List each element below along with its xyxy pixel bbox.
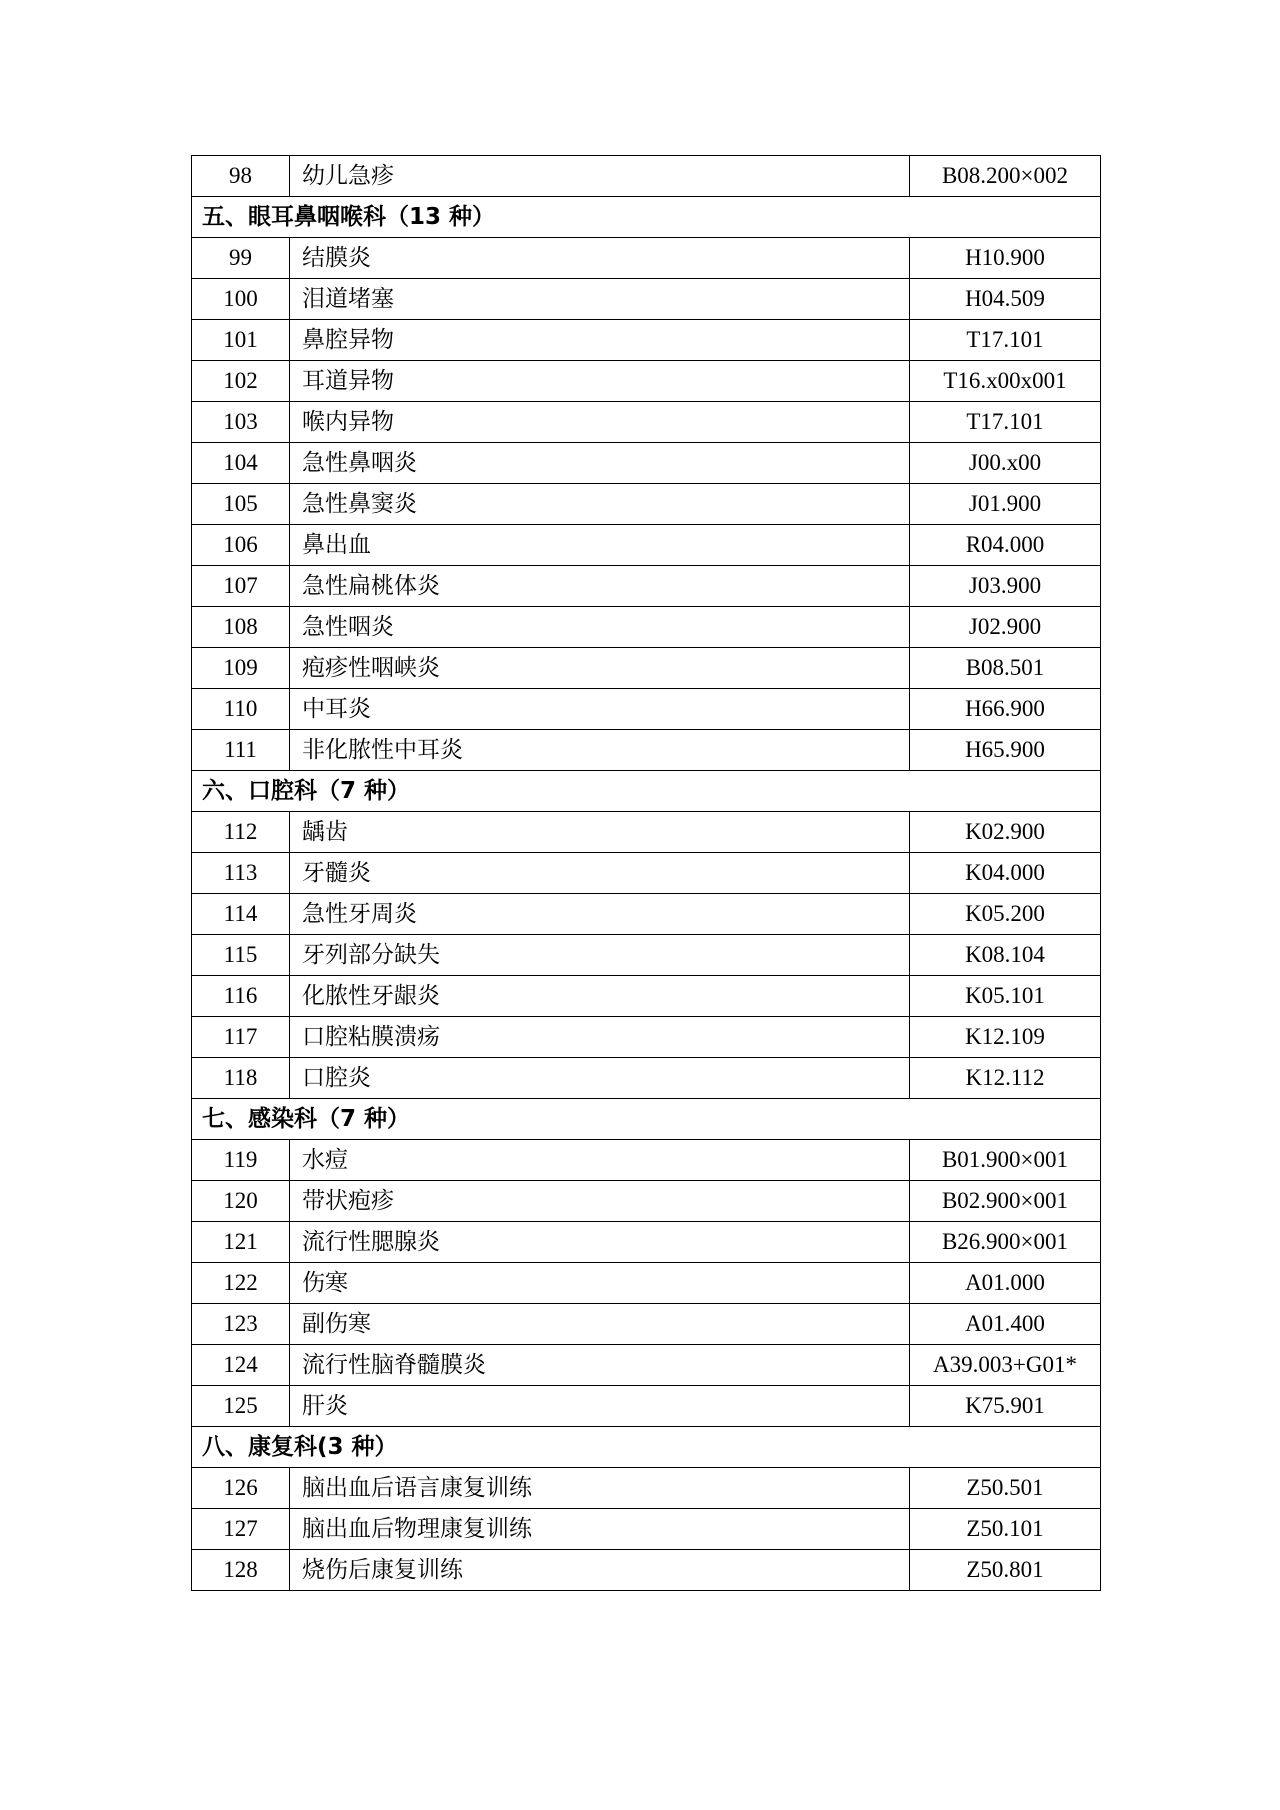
table-row — [192, 566, 1101, 607]
table-row — [192, 156, 1101, 197]
table-row — [192, 1263, 1101, 1304]
table-row — [192, 853, 1101, 894]
row-number: 123 — [192, 1304, 290, 1345]
row-number: 101 — [192, 320, 290, 361]
table-row — [192, 607, 1101, 648]
disease-name: 牙列部分缺失 — [290, 935, 910, 976]
row-number: 104 — [192, 443, 290, 484]
row-number: 116 — [192, 976, 290, 1017]
disease-code: Z50.501 — [910, 1468, 1101, 1509]
disease-name: 幼儿急疹 — [290, 156, 910, 197]
disease-name: 疱疹性咽峡炎 — [290, 648, 910, 689]
disease-name: 肝炎 — [290, 1386, 910, 1427]
row-number: 98 — [192, 156, 290, 197]
disease-name: 鼻腔异物 — [290, 320, 910, 361]
table-row — [192, 1058, 1101, 1099]
disease-code: B02.900×001 — [910, 1181, 1101, 1222]
section-title: 五、眼耳鼻咽喉科（13 种） — [192, 197, 1101, 238]
disease-name: 化脓性牙龈炎 — [290, 976, 910, 1017]
table-row — [192, 648, 1101, 689]
table-row — [192, 976, 1101, 1017]
row-number: 99 — [192, 238, 290, 279]
disease-name: 喉内异物 — [290, 402, 910, 443]
disease-code: B26.900×001 — [910, 1222, 1101, 1263]
row-number: 112 — [192, 812, 290, 853]
disease-name: 急性鼻咽炎 — [290, 443, 910, 484]
disease-code: H04.509 — [910, 279, 1101, 320]
disease-code: K08.104 — [910, 935, 1101, 976]
disease-code: K75.901 — [910, 1386, 1101, 1427]
disease-code: B08.501 — [910, 648, 1101, 689]
table-row — [192, 1304, 1101, 1345]
disease-code: Z50.101 — [910, 1509, 1101, 1550]
disease-code: A01.400 — [910, 1304, 1101, 1345]
table-row — [192, 1181, 1101, 1222]
disease-name: 脑出血后物理康复训练 — [290, 1509, 910, 1550]
row-number: 111 — [192, 730, 290, 771]
disease-code: H66.900 — [910, 689, 1101, 730]
section-header-row — [192, 1427, 1101, 1468]
table-row — [192, 361, 1101, 402]
table-row — [192, 1468, 1101, 1509]
table-row — [192, 1017, 1101, 1058]
section-header-row — [192, 771, 1101, 812]
disease-code: B08.200×002 — [910, 156, 1101, 197]
disease-code: K12.112 — [910, 1058, 1101, 1099]
row-number: 122 — [192, 1263, 290, 1304]
disease-name: 口腔粘膜溃疡 — [290, 1017, 910, 1058]
row-number: 126 — [192, 1468, 290, 1509]
row-number: 106 — [192, 525, 290, 566]
row-number: 108 — [192, 607, 290, 648]
table-row — [192, 730, 1101, 771]
disease-name: 急性牙周炎 — [290, 894, 910, 935]
disease-name: 急性鼻窦炎 — [290, 484, 910, 525]
disease-code: J03.900 — [910, 566, 1101, 607]
row-number: 107 — [192, 566, 290, 607]
disease-code: J01.900 — [910, 484, 1101, 525]
table-row — [192, 525, 1101, 566]
disease-name: 急性扁桃体炎 — [290, 566, 910, 607]
table-body — [192, 156, 1101, 1591]
table-row — [192, 320, 1101, 361]
disease-name: 脑出血后语言康复训练 — [290, 1468, 910, 1509]
table-row — [192, 1140, 1101, 1181]
table-row — [192, 935, 1101, 976]
row-number: 109 — [192, 648, 290, 689]
disease-code: J00.x00 — [910, 443, 1101, 484]
row-number: 124 — [192, 1345, 290, 1386]
table-row — [192, 238, 1101, 279]
disease-code: T17.101 — [910, 320, 1101, 361]
disease-name: 伤寒 — [290, 1263, 910, 1304]
section-title: 七、感染科（7 种） — [192, 1099, 1101, 1140]
section-title: 六、口腔科（7 种） — [192, 771, 1101, 812]
disease-code: J02.900 — [910, 607, 1101, 648]
row-number: 105 — [192, 484, 290, 525]
row-number: 118 — [192, 1058, 290, 1099]
disease-name: 水痘 — [290, 1140, 910, 1181]
disease-name: 中耳炎 — [290, 689, 910, 730]
table-row — [192, 1550, 1101, 1591]
table-row — [192, 484, 1101, 525]
disease-name: 结膜炎 — [290, 238, 910, 279]
row-number: 114 — [192, 894, 290, 935]
disease-name: 非化脓性中耳炎 — [290, 730, 910, 771]
disease-code: A01.000 — [910, 1263, 1101, 1304]
disease-code: H65.900 — [910, 730, 1101, 771]
disease-name: 鼻出血 — [290, 525, 910, 566]
disease-code: B01.900×001 — [910, 1140, 1101, 1181]
table-row — [192, 279, 1101, 320]
disease-name: 急性咽炎 — [290, 607, 910, 648]
disease-name: 带状疱疹 — [290, 1181, 910, 1222]
disease-code: T17.101 — [910, 402, 1101, 443]
table-row — [192, 402, 1101, 443]
disease-code: R04.000 — [910, 525, 1101, 566]
disease-name: 流行性腮腺炎 — [290, 1222, 910, 1263]
disease-name: 副伤寒 — [290, 1304, 910, 1345]
table-row — [192, 1345, 1101, 1386]
disease-name: 烧伤后康复训练 — [290, 1550, 910, 1591]
row-number: 102 — [192, 361, 290, 402]
section-header-row — [192, 197, 1101, 238]
disease-code: Z50.801 — [910, 1550, 1101, 1591]
row-number: 115 — [192, 935, 290, 976]
row-number: 103 — [192, 402, 290, 443]
disease-name: 流行性脑脊髓膜炎 — [290, 1345, 910, 1386]
disease-code: K05.200 — [910, 894, 1101, 935]
row-number: 110 — [192, 689, 290, 730]
table-row — [192, 443, 1101, 484]
row-number: 121 — [192, 1222, 290, 1263]
section-header-row — [192, 1099, 1101, 1140]
row-number: 127 — [192, 1509, 290, 1550]
disease-code: K12.109 — [910, 1017, 1101, 1058]
section-title: 八、康复科(3 种） — [192, 1427, 1101, 1468]
disease-code: K02.900 — [910, 812, 1101, 853]
disease-code: K05.101 — [910, 976, 1101, 1017]
row-number: 125 — [192, 1386, 290, 1427]
disease-name: 龋齿 — [290, 812, 910, 853]
row-number: 119 — [192, 1140, 290, 1181]
table-row — [192, 1222, 1101, 1263]
disease-name: 耳道异物 — [290, 361, 910, 402]
row-number: 100 — [192, 279, 290, 320]
table-row — [192, 689, 1101, 730]
disease-code: A39.003+G01* — [910, 1345, 1101, 1386]
row-number: 128 — [192, 1550, 290, 1591]
table-row — [192, 1509, 1101, 1550]
disease-code: K04.000 — [910, 853, 1101, 894]
row-number: 117 — [192, 1017, 290, 1058]
table-row — [192, 894, 1101, 935]
disease-code: H10.900 — [910, 238, 1101, 279]
row-number: 120 — [192, 1181, 290, 1222]
table-row — [192, 1386, 1101, 1427]
table-row — [192, 812, 1101, 853]
disease-name: 口腔炎 — [290, 1058, 910, 1099]
disease-name: 泪道堵塞 — [290, 279, 910, 320]
disease-name: 牙髓炎 — [290, 853, 910, 894]
disease-code-table — [191, 155, 1101, 1591]
disease-code: T16.x00x001 — [910, 361, 1101, 402]
row-number: 113 — [192, 853, 290, 894]
